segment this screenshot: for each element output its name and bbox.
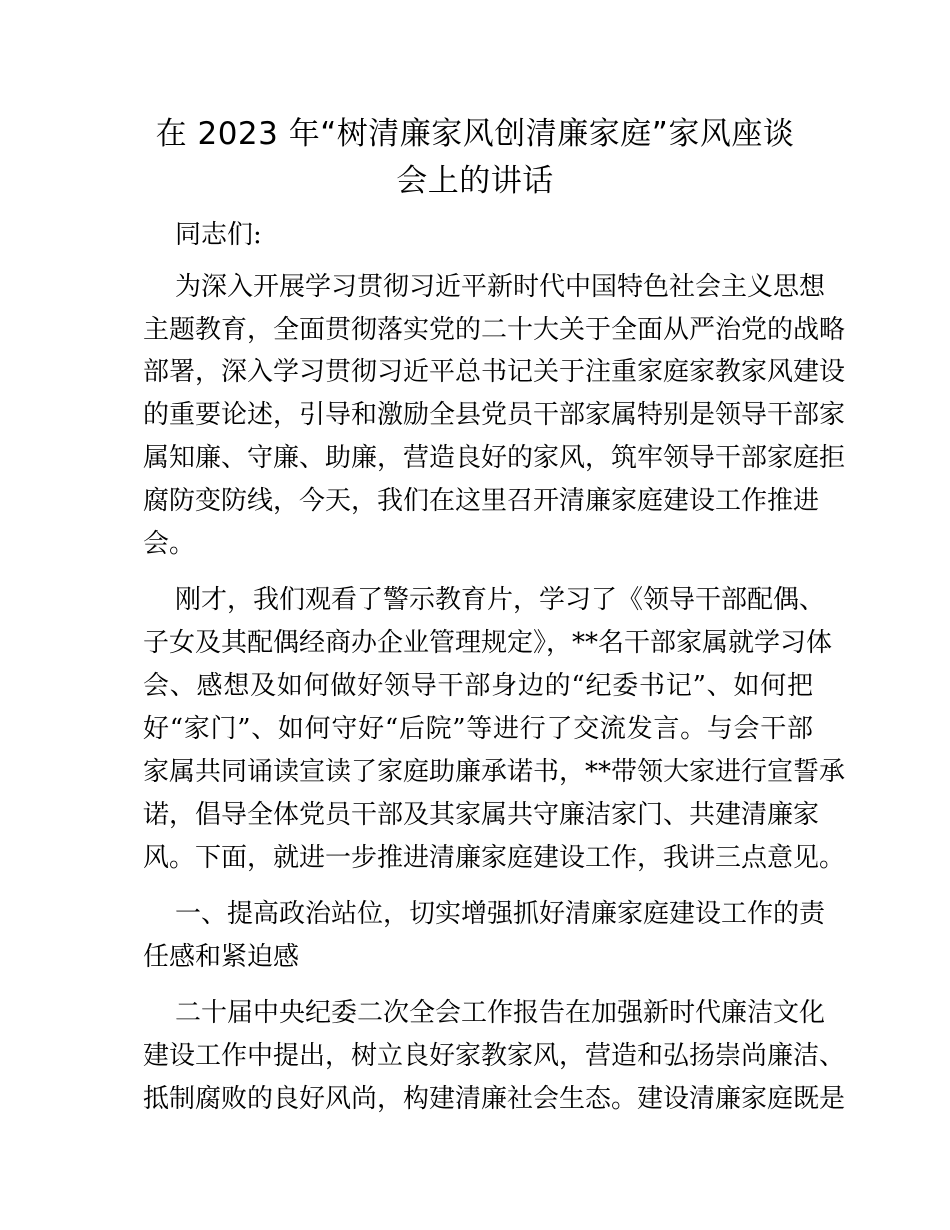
paragraph-line: 部署，深入学习贯彻习近平总书记关于注重家庭家教家风建设 [143,357,846,387]
paragraph-line: 二十届中央纪委二次全会工作报告在加强新时代廉洁文化 [175,998,826,1028]
paragraph-line: 家属共同诵读宣读了家庭助廉承诺书，**带领大家进行宣誓承 [143,757,846,787]
document-title-line-1: 在 2023 年“树清廉家风创清廉家庭”家风座谈 [155,116,795,152]
paragraph-line: 为深入开展学习贯彻习近平新时代中国特色社会主义思想 [175,272,826,302]
paragraph-line: 主题教育，全面贯彻落实党的二十大关于全面从严治党的战略 [143,315,846,345]
section-heading-line: 一、提高政治站位，切实增强抓好清廉家庭建设工作的责 [175,899,826,929]
paragraph-line: 建设工作中提出，树立良好家教家风，营造和弘扬崇尚廉洁、 [143,1041,846,1071]
paragraph-line: 属知廉、守廉、助廉，营造良好的家风，筑牢领导干部家庭拒 [143,443,846,473]
paragraph-line: 风。下面，就进一步推进清廉家庭建设工作，我讲三点意见。 [143,843,846,873]
paragraph-line: 子女及其配偶经商办企业管理规定》，**名干部家属就学习体 [143,628,833,658]
salutation: 同志们: [175,220,262,250]
document-title-line-2: 会上的讲话 [396,163,554,199]
paragraph-line: 会。 [143,529,196,559]
paragraph-line: 的重要论述，引导和激励全县党员干部家属特别是领导干部家 [143,400,846,430]
section-heading-line: 任感和紧迫感 [143,942,300,972]
paragraph-line: 腐防变防线，今天，我们在这里召开清廉家庭建设工作推进 [143,486,820,516]
paragraph-line: 抵制腐败的良好风尚，构建清廉社会生态。建设清廉家庭既是 [143,1084,846,1114]
paragraph-line: 会、感想及如何做好领导干部身边的“纪委书记”、如何把 [143,671,813,701]
paragraph-line: 好“家门”、如何守好“后院”等进行了交流发言。与会干部 [143,714,813,744]
paragraph-line: 刚才，我们观看了警示教育片，学习了《领导干部配偶、 [175,585,826,615]
paragraph-line: 诺，倡导全体党员干部及其家属共守廉洁家门、共建清廉家 [143,800,820,830]
